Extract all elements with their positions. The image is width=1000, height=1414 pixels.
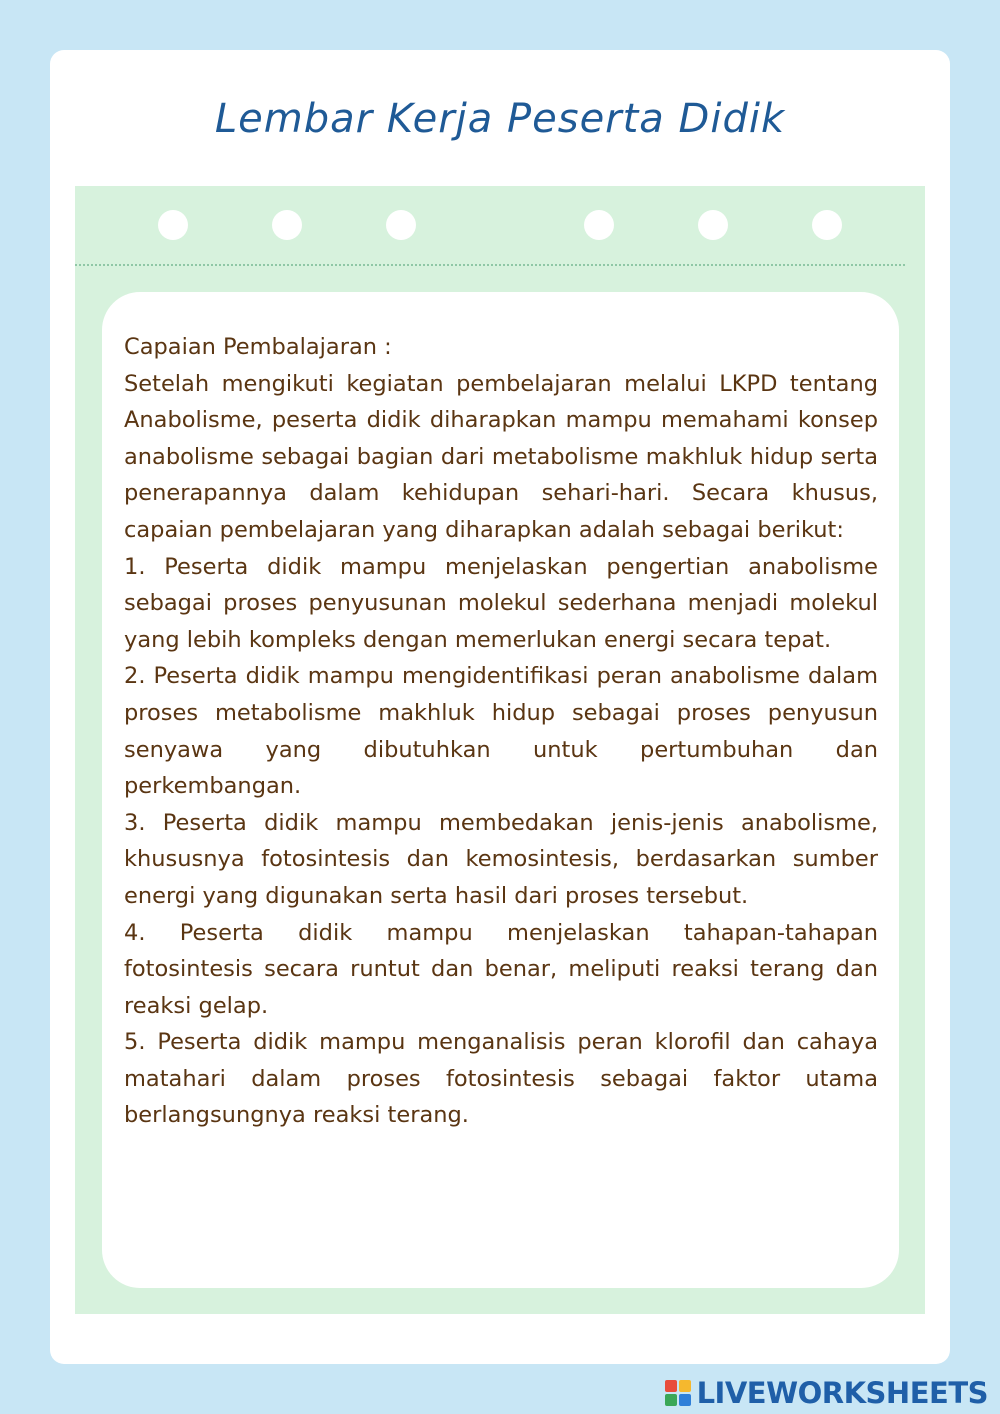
section-heading: Capaian Pembalajaran : xyxy=(124,334,392,360)
worksheet-title: Lembar Kerja Peserta Didik xyxy=(214,96,786,142)
outcome-item: 4. Peserta didik mampu menjelaskan tahapan-tahapan fotosintesis secara runtut dan benar, meliputi reaksi terang dan reaksi gelap. xyxy=(124,919,878,1019)
binder-hole xyxy=(812,210,842,240)
intro-paragraph: Setelah mengikuti kegiatan pembelajaran melalui LKPD tentang Anabolisme, peserta didik diharapkan mampu memahami konsep anabolisme sebagai bagian dari metabolisme makhluk hidup serta penerapannya dalam kehidupan sehari-hari. Secara khusus, capaian pembelajaran yang diharapkan adalah sebagai berikut: xyxy=(124,370,878,543)
logo-square xyxy=(665,1380,677,1392)
binder-hole xyxy=(584,210,614,240)
outcome-item: 3. Peserta didik mampu membedakan jenis-jenis anabolisme, khususnya fotosintesis dan kemosintesis, berdasarkan sumber energi yang digunakan serta hasil dari proses tersebut. xyxy=(124,809,878,909)
logo-square xyxy=(679,1380,691,1392)
perforation-line xyxy=(75,264,905,266)
outcome-item: 1. Peserta didik mampu menjelaskan pengertian anabolisme sebagai proses penyusunan molekul sederhana menjadi molekul yang lebih kompleks dengan memerlukan energi secara tepat. xyxy=(124,553,878,653)
logo-text: LIVEWORKSHEETS xyxy=(696,1376,988,1410)
logo-square xyxy=(665,1394,677,1406)
binder-hole xyxy=(386,210,416,240)
outcome-item: 2. Peserta didik mampu mengidentifikasi peran anabolisme dalam proses metabolisme makhluk hidup sebagai proses penyusun senyawa yang dibutuhkan untuk pertumbuhan dan perkembangan. xyxy=(124,663,878,800)
liveworksheets-logo[interactable] xyxy=(665,1376,988,1410)
learning-outcomes xyxy=(124,329,878,1134)
binder-hole xyxy=(272,210,302,240)
logo-square xyxy=(679,1394,691,1406)
binder-hole xyxy=(698,210,728,240)
logo-grid-icon xyxy=(665,1380,691,1406)
outcome-item: 5. Peserta didik mampu menganalisis peran klorofil dan cahaya matahari dalam proses fotosintesis sebagai faktor utama berlangsungnya reaksi terang. xyxy=(124,1029,878,1129)
binder-hole xyxy=(158,210,188,240)
